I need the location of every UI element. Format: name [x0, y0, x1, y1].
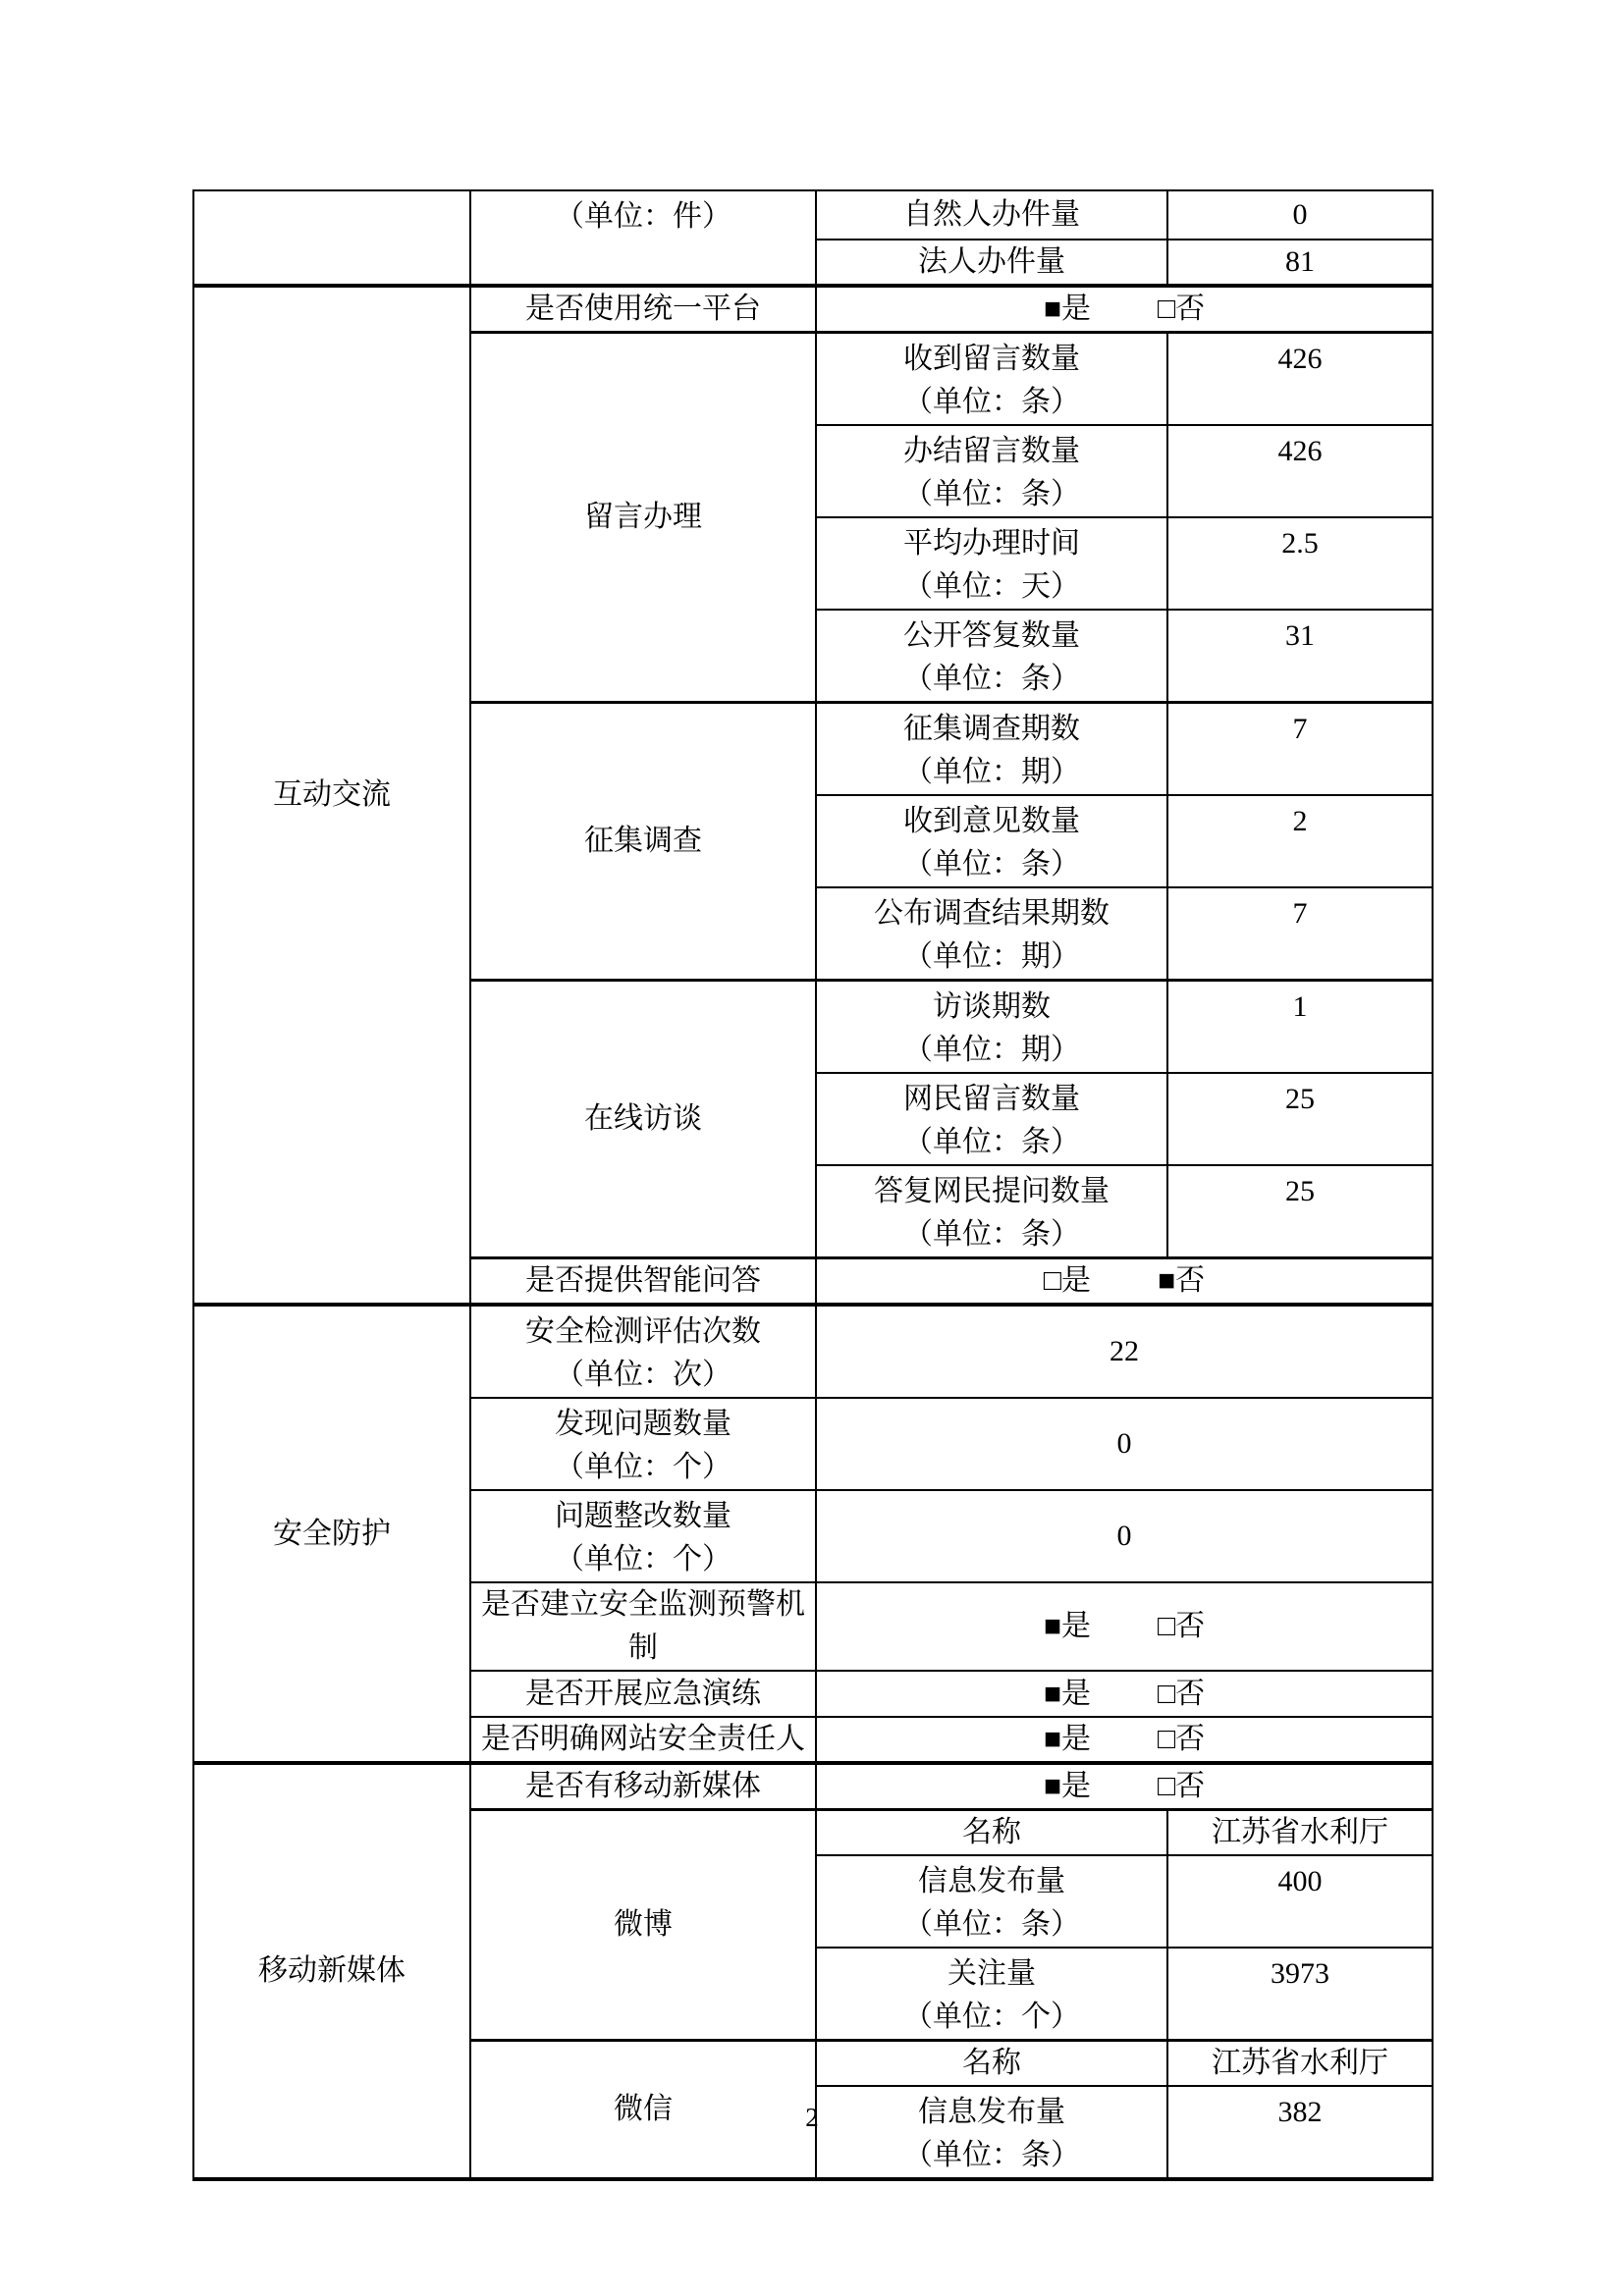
cell-label: 法人办件量: [816, 240, 1167, 286]
cell-value: 7: [1167, 887, 1433, 981]
yesno-cell: [816, 1582, 1433, 1671]
carryover-unit-cell: （单位：件）: [470, 190, 816, 286]
yesno-cell: [816, 1258, 1433, 1306]
cell-value: 31: [1167, 610, 1433, 703]
checkbox-group: [817, 1605, 1432, 1648]
cell-label: [470, 1305, 816, 1398]
unit-text: （单位：条）: [903, 1908, 1080, 1941]
cell-label: [816, 1948, 1167, 2041]
cell-value: 7: [1167, 703, 1433, 796]
checkbox-group: [817, 288, 1432, 331]
cell-value: 25: [1167, 1165, 1433, 1258]
yesno-cell: [816, 1763, 1433, 1810]
section-title-security: 安全防护: [193, 1305, 470, 1763]
cell-label: [816, 795, 1167, 887]
checkbox-group: [817, 1718, 1432, 1761]
cell-label: 自然人办件量: [816, 190, 1167, 240]
cell-value: 0: [816, 1398, 1433, 1490]
unit-text: （单位：天）: [903, 570, 1080, 603]
cell-label: [816, 1073, 1167, 1165]
subsection-title-wechat: 微信: [470, 2041, 816, 2180]
label-text: 网民留言数量: [903, 1083, 1080, 1115]
subsection-title-message-handling: 留言办理: [470, 333, 816, 703]
subsection-title-weibo: 微博: [470, 1810, 816, 2041]
cell-value: 426: [1167, 425, 1433, 517]
label-text: 关注量: [947, 1957, 1036, 1990]
cell-label: 是否使用统一平台: [470, 286, 816, 333]
unit-text: （单位：条）: [903, 848, 1080, 881]
unit-text: （单位：条）: [903, 478, 1080, 510]
checkbox-yes: ■是: [1043, 1723, 1091, 1755]
cell-value: 0: [816, 1490, 1433, 1582]
subsection-title-interview: 在线访谈: [470, 981, 816, 1258]
cell-value: 江苏省水利厅: [1167, 2041, 1433, 2087]
cell-value: 22: [816, 1305, 1433, 1398]
checkbox-group: [817, 1673, 1432, 1716]
label-text: 信息发布量: [918, 1865, 1065, 1897]
cell-value: 25: [1167, 1073, 1433, 1165]
unit-text: （单位：条）: [903, 663, 1080, 695]
label-text: 办结留言数量: [903, 435, 1080, 467]
cell-label: [816, 703, 1167, 796]
label-text: 问题整改数量: [555, 1500, 731, 1532]
checkbox-yes: ■是: [1043, 1770, 1091, 1802]
yesno-cell: [816, 286, 1433, 333]
checkbox-group: [817, 1259, 1432, 1303]
unit-text: （单位：条）: [903, 386, 1080, 418]
section-title-interaction: 互动交流: [193, 286, 470, 1305]
cell-value: 3973: [1167, 1948, 1433, 2041]
label-text: 收到留言数量: [903, 343, 1080, 375]
cell-label: 是否提供智能问答: [470, 1258, 816, 1306]
cell-label: [816, 610, 1167, 703]
cell-label: [470, 1398, 816, 1490]
checkbox-no: □否: [1158, 1770, 1206, 1802]
cell-label: [816, 1165, 1167, 1258]
checkbox-no: □否: [1158, 293, 1206, 325]
cell-value: 81: [1167, 240, 1433, 286]
unit-text: （单位：次）: [555, 1359, 731, 1391]
cell-value: 426: [1167, 333, 1433, 426]
unit-text: （单位：条）: [903, 2139, 1080, 2171]
table-row: [193, 286, 1433, 333]
carryover-category-cell: [193, 190, 470, 286]
cell-label: [816, 517, 1167, 610]
checkbox-yes: □是: [1043, 1264, 1091, 1297]
cell-label: 名称: [816, 2041, 1167, 2087]
cell-label: 名称: [816, 1810, 1167, 1856]
section-title-mobile-media: 移动新媒体: [193, 1763, 470, 2179]
yesno-cell: [816, 1671, 1433, 1717]
cell-label: 是否明确网站安全责任人: [470, 1717, 816, 1763]
unit-text: （单位：个）: [555, 1451, 731, 1483]
annual-report-table: [192, 189, 1434, 2181]
cell-label: [470, 1490, 816, 1582]
cell-label: 是否建立安全监测预警机制: [470, 1582, 816, 1671]
checkbox-yes: ■是: [1043, 1677, 1091, 1710]
label-text: 收到意见数量: [903, 805, 1080, 837]
cell-value: 0: [1167, 190, 1433, 240]
cell-label: [816, 425, 1167, 517]
cell-label: [816, 887, 1167, 981]
unit-text: （单位：个）: [903, 2001, 1080, 2033]
cell-value: 2.5: [1167, 517, 1433, 610]
checkbox-no: □否: [1158, 1610, 1206, 1642]
checkbox-yes: ■是: [1043, 293, 1091, 325]
unit-text: （单位：期）: [903, 940, 1080, 973]
label-text: 征集调查期数: [903, 713, 1080, 745]
table-row: [193, 190, 1433, 240]
checkbox-yes: ■是: [1043, 1610, 1091, 1642]
unit-text: （单位：期）: [903, 1034, 1080, 1066]
cell-value: 2: [1167, 795, 1433, 887]
label-text: 安全检测评估次数: [525, 1315, 761, 1348]
label-text: 平均办理时间: [903, 527, 1080, 560]
subsection-title-survey: 征集调查: [470, 703, 816, 981]
checkbox-no: ■否: [1158, 1264, 1206, 1297]
checkbox-group: [817, 1765, 1432, 1808]
cell-label: [816, 1855, 1167, 1948]
cell-label: 是否开展应急演练: [470, 1671, 816, 1717]
cell-label: [816, 981, 1167, 1074]
yesno-cell: [816, 1717, 1433, 1763]
table-row: [193, 1305, 1433, 1398]
checkbox-no: □否: [1158, 1677, 1206, 1710]
unit-text: （单位：个）: [555, 1543, 731, 1575]
label-text: 公布调查结果期数: [874, 897, 1110, 930]
cell-value: 江苏省水利厅: [1167, 1810, 1433, 1856]
label-text: 信息发布量: [918, 2096, 1065, 2128]
cell-value: 400: [1167, 1855, 1433, 1948]
cell-label: [816, 333, 1167, 426]
cell-value: 1: [1167, 981, 1433, 1074]
cell-value: 382: [1167, 2086, 1433, 2179]
unit-text: （单位：条）: [903, 1126, 1080, 1158]
unit-text: （单位：期）: [903, 756, 1080, 788]
checkbox-no: □否: [1158, 1723, 1206, 1755]
table-row: [193, 1763, 1433, 1810]
unit-text: （单位：条）: [903, 1218, 1080, 1251]
label-text: 发现问题数量: [555, 1408, 731, 1440]
cell-label: 是否有移动新媒体: [470, 1763, 816, 1810]
page-number: 2: [805, 2103, 819, 2132]
label-text: 公开答复数量: [903, 619, 1080, 652]
label-text: 访谈期数: [933, 990, 1051, 1023]
label-text: 答复网民提问数量: [874, 1175, 1110, 1207]
